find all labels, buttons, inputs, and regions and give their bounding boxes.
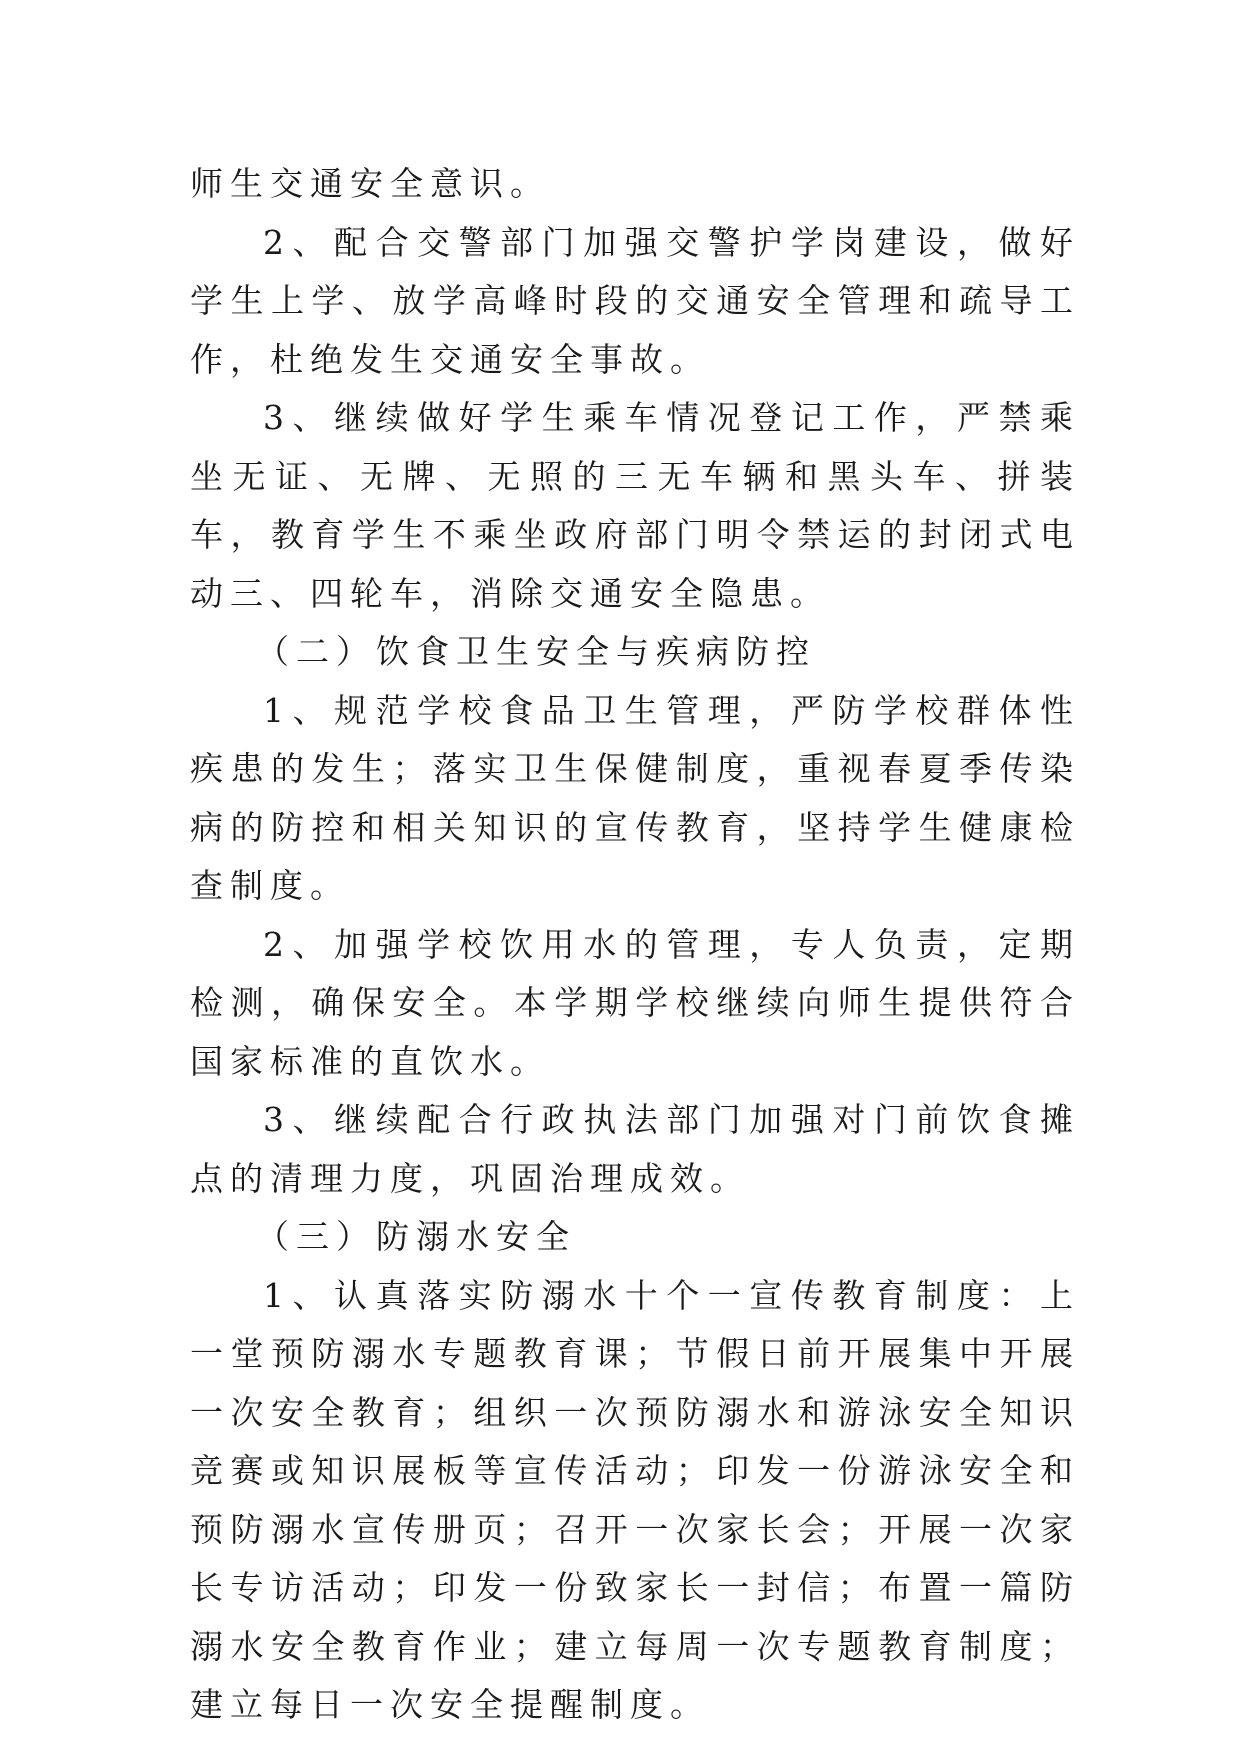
section-heading-food-safety: （二）饮食卫生安全与疾病防控: [256, 632, 816, 671]
paragraph-continued: 师生交通安全意识。: [190, 164, 550, 203]
paragraph-traffic-2: 2、配合交警部门加强交警护学岗建设，做好学生上学、放学高峰时段的交通安全管理和疏导工作，杜绝发生交通安全事故。: [190, 222, 1080, 379]
paragraph-food-3: 3、继续配合行政执法部门加强对门前饮食摊点的清理力度，巩固治理成效。: [190, 1100, 1080, 1198]
paragraph-traffic-3: 3、继续做好学生乘车情况登记工作，严禁乘坐无证、无牌、无照的三无车辆和黑头车、拼装车，教育学生不乘坐政府部门明令禁运的封闭式电动三、四轮车，消除交通安全隐患。: [190, 398, 1080, 613]
section-heading-drowning: （三）防溺水安全: [256, 1217, 576, 1256]
document-body: [190, 155, 1080, 1735]
paragraph-drowning-1: 1、认真落实防溺水十个一宣传教育制度：上一堂预防溺水专题教育课；节假日前开展集中开展一次安全教育；组织一次预防溺水和游泳安全知识竞赛或知识展板等宣传活动；印发一份游泳安全和预防溺水宣传册页；召开一次家长会；开展一次家长专访活动；印发一份致家长一封信；布置一篇防溺水安全教育作业；建立每周一次专题教育制度；建立每日一次安全提醒制度。: [190, 1275, 1080, 1724]
paragraph-food-1: 1、规范学校食品卫生管理，严防学校群体性疾患的发生；落实卫生保健制度，重视春夏季传染病的防控和相关知识的宣传教育，坚持学生健康检查制度。: [190, 690, 1080, 905]
paragraph-food-2: 2、加强学校饮用水的管理，专人负责，定期检测，确保安全。本学期学校继续向师生提供符合国家标准的直饮水。: [190, 924, 1080, 1081]
